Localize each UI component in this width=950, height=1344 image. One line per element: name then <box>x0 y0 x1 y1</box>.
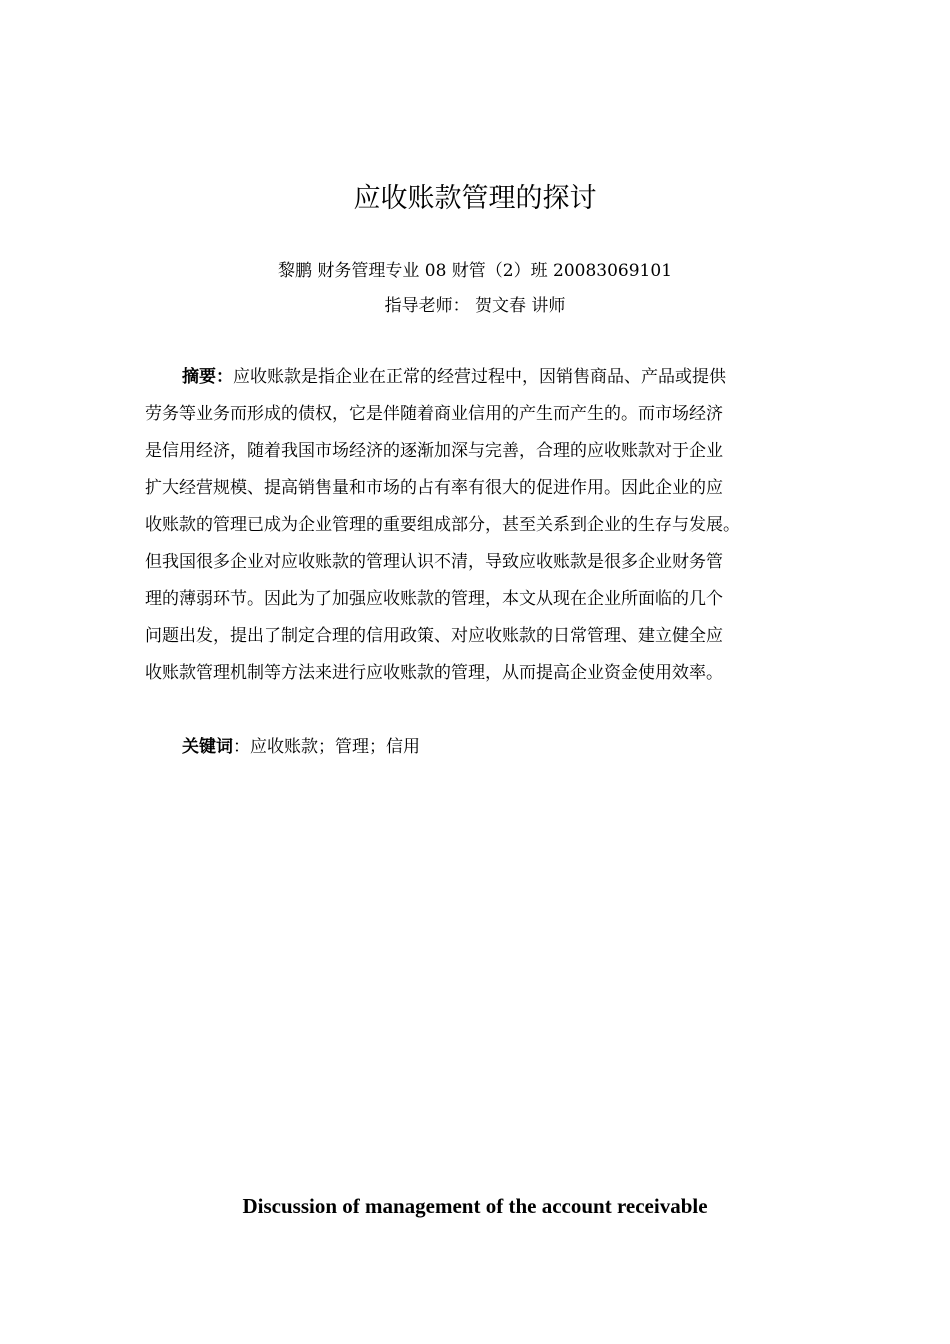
abstract-line <box>145 362 825 399</box>
paper-title-chinese: 应收账款管理的探讨 <box>353 183 597 214</box>
abstract-line: 理的薄弱环节。因此为了加强应收账款的管理，本文从现在企业所面临的几个 <box>145 589 723 609</box>
paper-title-english: Discussion of management of the account receivable <box>242 1194 708 1218</box>
keywords-text: ：应收账款；管理；信用 <box>233 737 420 757</box>
abstract-line: 扩大经营规模、提高销售量和市场的占有率有很大的促进作用。因此企业的应 <box>145 478 723 498</box>
abstract-line: 劳务等业务而形成的债权，它是伴随着商业信用的产生而产生的。而市场经济 <box>145 404 723 424</box>
abstract-label: 摘要： <box>182 367 233 387</box>
abstract-line: 问题出发，提出了制定合理的信用政策、对应收账款的日常管理、建立健全应 <box>145 626 723 646</box>
abstract-section <box>145 362 825 695</box>
abstract-text: 应收账款是指企业在正常的经营过程中，因销售商品、产品或提供 <box>233 367 726 387</box>
abstract-line: 是信用经济，随着我国市场经济的逐渐加深与完善，合理的应收账款对于企业 <box>145 441 723 461</box>
abstract-line: 收账款的管理已成为企业管理的重要组成部分，甚至关系到企业的生存与发展。 <box>145 515 740 535</box>
keywords-section <box>182 732 420 762</box>
abstract-line: 但我国很多企业对应收账款的管理认识不清，导致应收账款是很多企业财务管 <box>145 552 723 572</box>
keywords-label: 关键词 <box>182 737 233 757</box>
author-info: 黎鹏 财务管理专业 08 财管（2）班 20083069101 <box>277 261 673 281</box>
advisor-info: 指导老师： 贺文春 讲师 <box>384 296 566 316</box>
abstract-line: 收账款管理机制等方法来进行应收账款的管理，从而提高企业资金使用效率。 <box>145 663 723 683</box>
